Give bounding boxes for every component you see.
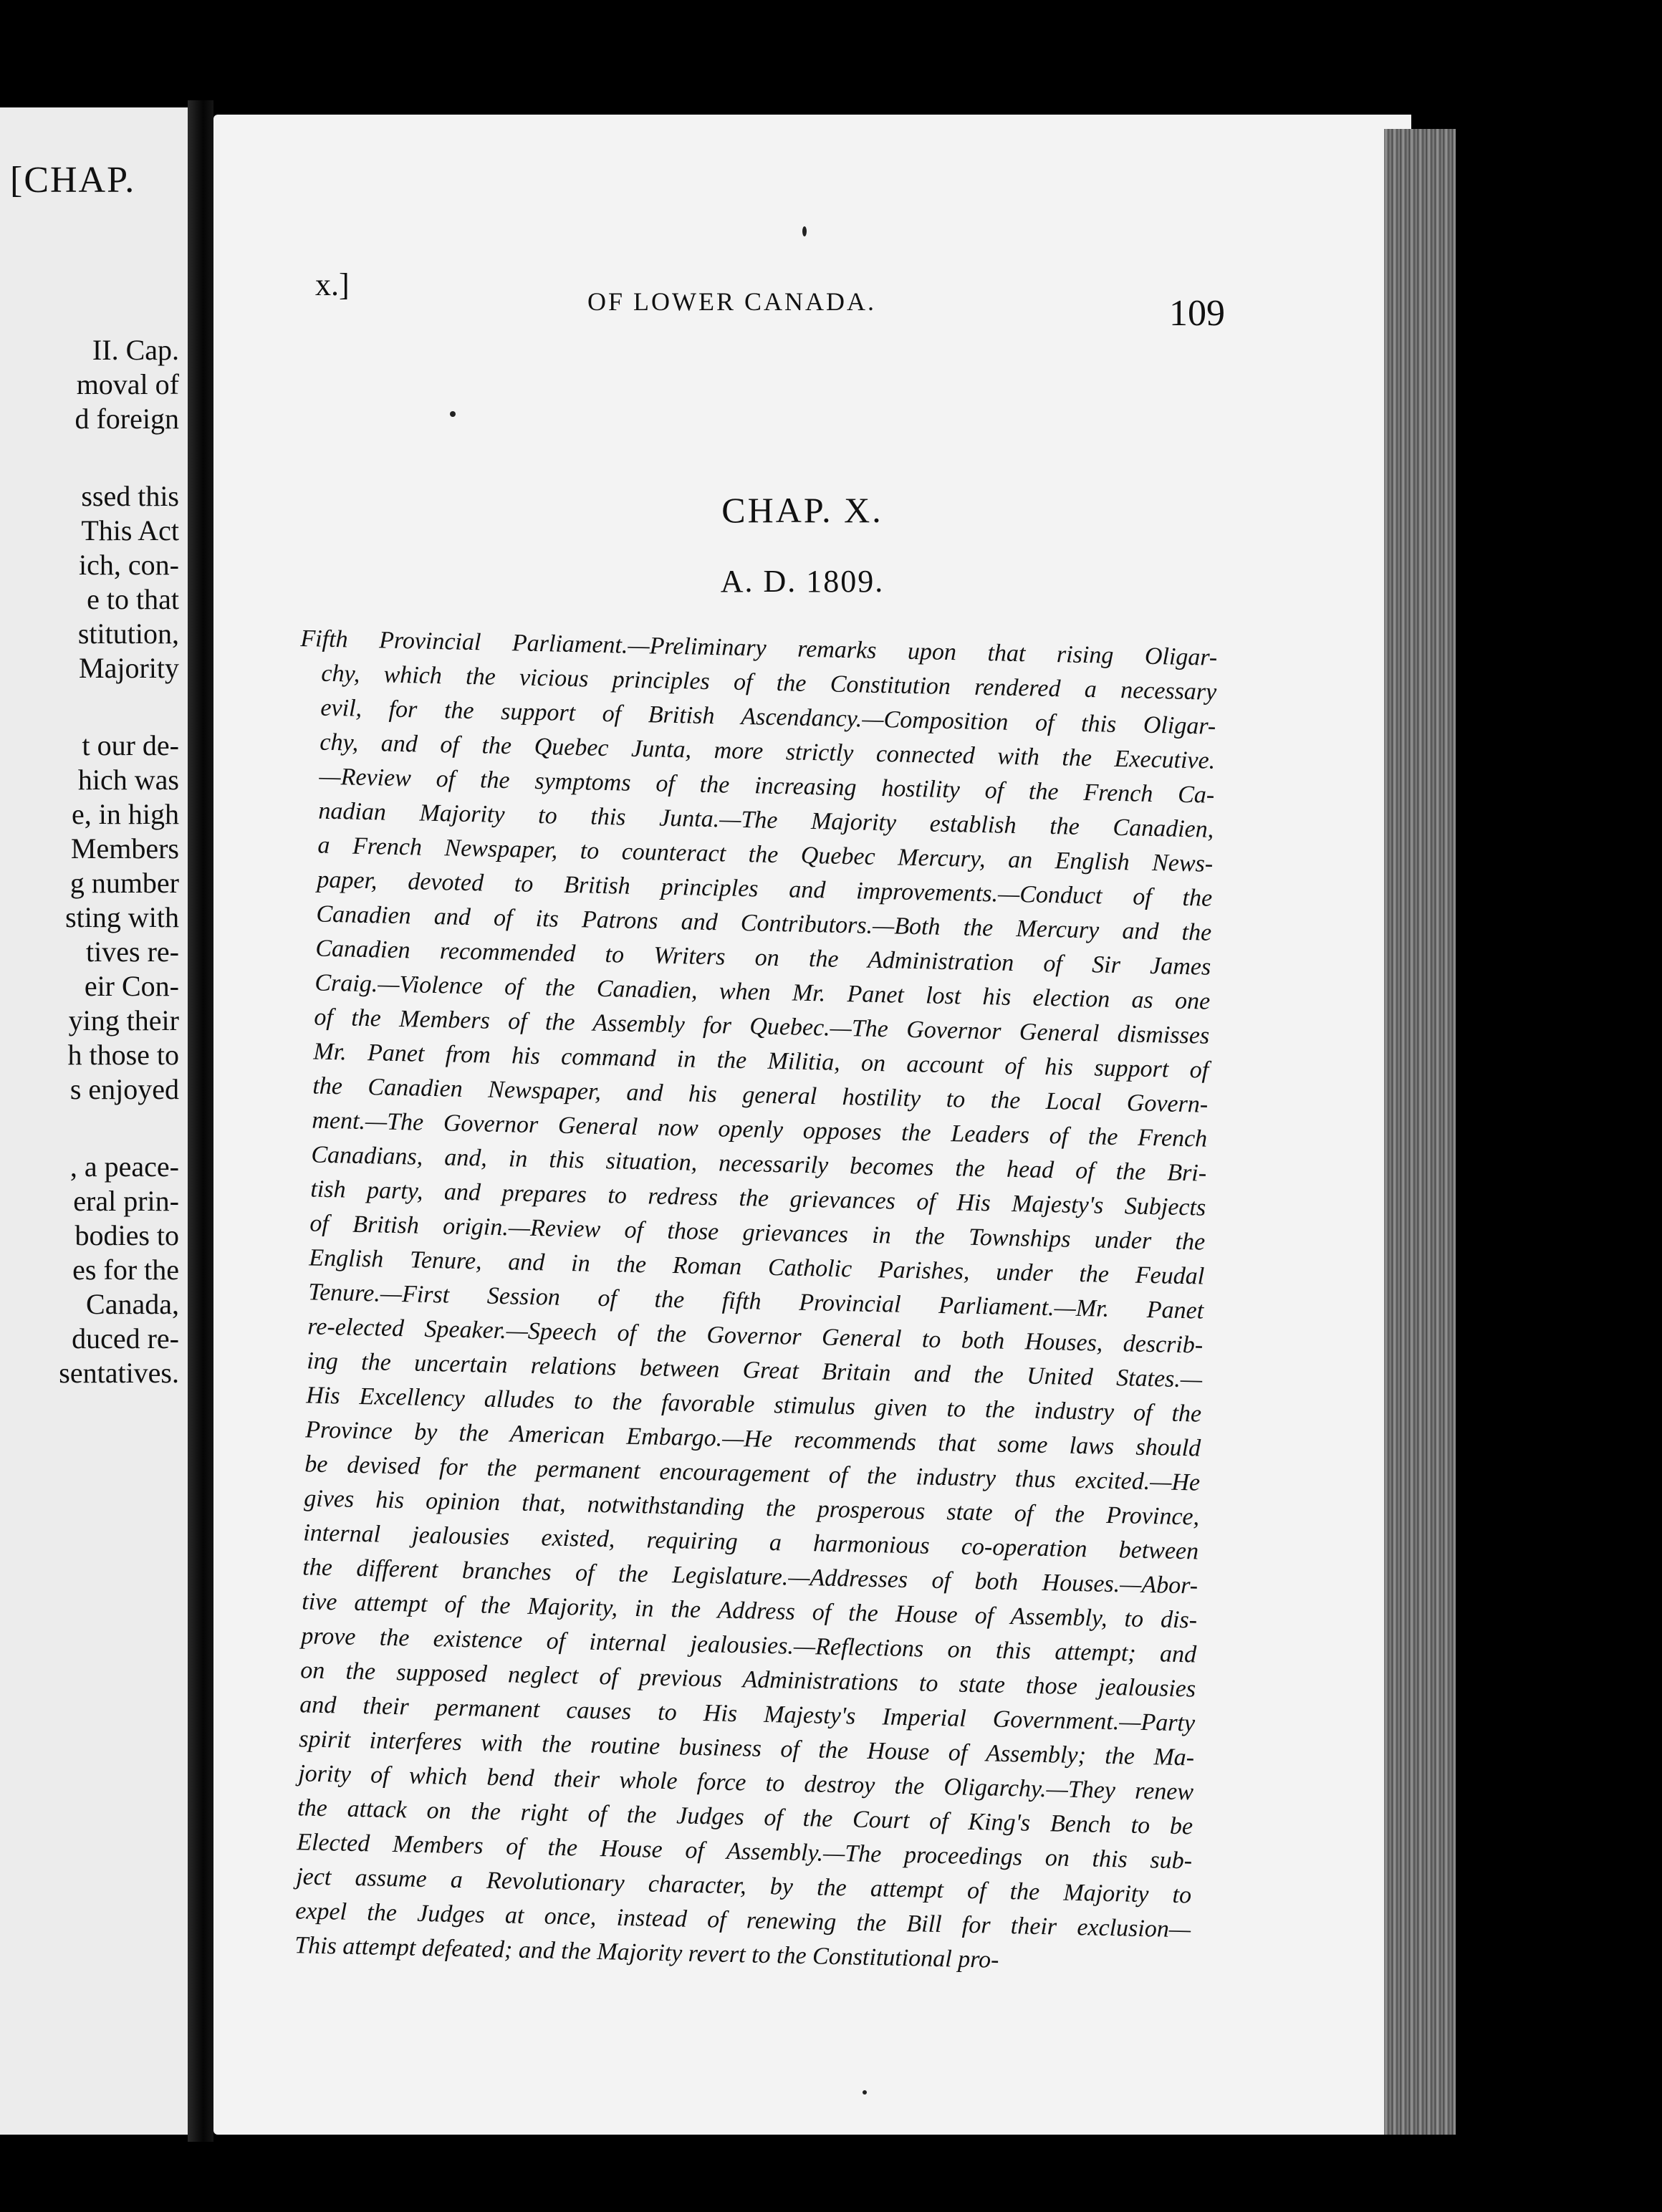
argument-line: tive attempt of the Majority, in the Address of the House of Assembly, to dis-: [301, 1588, 1198, 1634]
left-page-line: II. Cap.: [92, 334, 179, 366]
argument-line: Tenure.—First Session of the fifth Provincial Parliament.—Mr. Panet: [308, 1279, 1204, 1324]
chapter-year: A. D. 1809.: [720, 564, 885, 599]
running-head-title: OF LOWER CANADA.: [587, 287, 876, 316]
argument-line: Canadians, and, in this situation, necessarily becomes the head of the Bri-: [311, 1141, 1207, 1187]
argument-line: re-elected Speaker.—Speech of the Governor General to both Houses, describ-: [307, 1313, 1204, 1359]
argument-line: Fifth Provincial Parliament.—Preliminary remarks upon that rising Oligar-: [300, 625, 1218, 671]
argument-line: expel the Judges at once, instead of renewing the Bill for their exclusion—: [294, 1898, 1191, 1943]
argument-line: the attack on the right of the Judges of the Court of King's Bench to be: [297, 1794, 1193, 1840]
left-page-header: [CHAP.: [10, 160, 136, 201]
argument-line: of the Members of the Assembly for Quebec.—The Governor General dismisses: [314, 1004, 1210, 1049]
left-page-paragraph-gap: [0, 436, 179, 479]
argument-line: Canadien recommended to Writers on the Administration of Sir James: [315, 935, 1211, 981]
left-page-line: s enjoyed: [69, 1073, 179, 1105]
argument-line: nadian Majority to this Junta.—The Majority establish the Canadien,: [318, 797, 1214, 843]
argument-line: ing the uncertain relations between Great Britain and the United States.—: [307, 1347, 1203, 1393]
argument-line: His Excellency alludes to the favorable stimulus given to the industry of the: [305, 1382, 1202, 1428]
page-edges: [1384, 129, 1456, 2135]
argument-line: Canadien and of its Patrons and Contributors.—Both the Mercury and the: [316, 900, 1212, 946]
left-page-line: d foreign: [75, 403, 179, 435]
left-page-line: e to that: [87, 583, 179, 615]
left-page-paragraph-gap: [0, 686, 179, 728]
left-page-line: eral prin-: [73, 1185, 179, 1217]
left-page-line: This Act: [81, 514, 179, 547]
argument-line: and their permanent causes to His Majesty's Imperial Government.—Party: [299, 1691, 1196, 1737]
argument-line: gives his opinion that, notwithstanding the prosperous state of the Province,: [303, 1485, 1200, 1531]
chapter-argument: [273, 622, 1218, 1981]
argument-line: English Tenure, and in the Roman Catholic Parishes, under the Feudal: [309, 1244, 1205, 1290]
left-page-paragraph-gap: [0, 1107, 179, 1150]
argument-line: —Review of the symptoms of the increasing hostility of the French Ca-: [319, 763, 1215, 809]
left-page-line: tives re-: [86, 936, 179, 968]
argument-line: prove the existence of internal jealousies.—Reflections on this attempt; and: [300, 1622, 1197, 1668]
argument-line: tish party, and prepares to redress the grievances of His Majesty's Subjects: [310, 1175, 1206, 1221]
argument-line: Elected Members of the House of Assembly.—The proceedings on this sub-: [296, 1829, 1193, 1875]
left-page-line: bodies to: [75, 1219, 179, 1251]
argument-line: of British origin.—Review of those grievances in the Townships under the: [309, 1210, 1206, 1256]
argument-line: chy, and of the Quebec Junta, more strictly connected with the Executive.: [320, 728, 1216, 774]
argument-line: internal jealousies existed, requiring a harmonious co-operation between: [302, 1519, 1199, 1565]
argument-line: ject assume a Revolutionary character, by the attempt of the Majority to: [295, 1863, 1192, 1909]
argument-line: Mr. Panet from his command in the Militia, on account of his support of: [313, 1038, 1209, 1084]
left-page-line: t our de-: [82, 729, 179, 761]
speck: [450, 411, 456, 417]
left-page-line: ying their: [68, 1004, 179, 1037]
book-gutter: [188, 100, 213, 2142]
argument-line: a French Newspaper, to counteract the Quebec Mercury, an English News-: [317, 832, 1214, 877]
left-page-line: , a peace-: [69, 1150, 179, 1183]
left-page-line: sentatives.: [59, 1357, 179, 1389]
argument-line: ment.—The Governor General now openly opposes the Leaders of the French: [312, 1107, 1208, 1153]
argument-line: evil, for the support of British Ascendancy.—Composition of this Oligar-: [320, 694, 1216, 740]
left-page-line: ssed this: [81, 480, 179, 512]
argument-line: the Canadien Newspaper, and his general hostility to the Local Govern-: [312, 1072, 1209, 1118]
left-page-line: sting with: [65, 901, 179, 933]
argument-line: This attempt defeated; and the Majority revert to the Constitutional pro-: [294, 1932, 999, 1973]
left-page-line: Members: [70, 832, 179, 865]
speck: [863, 2090, 867, 2095]
argument-line: Province by the American Embargo.—He recommends that some laws should: [304, 1416, 1201, 1462]
left-page-line: stitution,: [77, 617, 179, 650]
argument-line: the different branches of the Legislature.—Addresses of both Houses.—Abor-: [302, 1554, 1199, 1600]
left-page-line: g number: [69, 867, 179, 899]
argument-line: jority of which bend their whole force to destroy the Oligarchy.—They renew: [297, 1760, 1194, 1806]
left-page-line: eir Con-: [84, 970, 179, 1002]
chapter-title: CHAP. X.: [721, 490, 883, 530]
left-page-line: h those to: [67, 1039, 179, 1071]
argument-line: on the supposed neglect of previous Administrations to state those jealousies: [299, 1657, 1196, 1703]
left-page-line: ich, con-: [79, 549, 179, 581]
argument-line: spirit interferes with the routine business of the House of Assembly; the Ma-: [298, 1726, 1195, 1771]
argument-line: chy, which the vicious principles of the Constitution rendered a necessary: [321, 660, 1217, 706]
left-page-line: e, in high: [72, 798, 179, 830]
left-page-line: hich was: [77, 764, 179, 796]
argument-line: Craig.—Violence of the Canadien, when Mr. Panet lost his election as one: [314, 969, 1211, 1015]
left-page-line: duced re-: [72, 1322, 179, 1355]
running-head-chapter: x.]: [315, 267, 350, 302]
left-page-line: Majority: [79, 652, 179, 684]
left-page-line: moval of: [76, 368, 179, 400]
page-number: 109: [1169, 293, 1225, 334]
speck: [802, 226, 807, 236]
argument-line: paper, devoted to British principles and improvements.—Conduct of the: [317, 866, 1213, 912]
left-page-line: es for the: [72, 1254, 179, 1286]
argument-line: be devised for the permanent encouragement of the industry thus excited.—He: [304, 1451, 1201, 1496]
left-page-line: Canada,: [86, 1288, 179, 1320]
